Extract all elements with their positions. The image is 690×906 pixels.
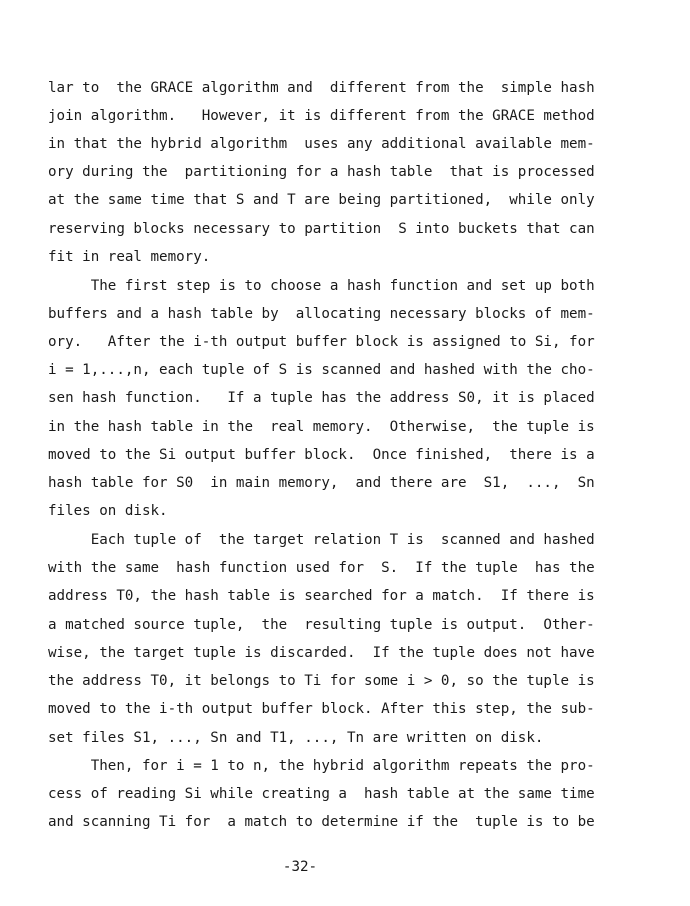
- text-line: moved to the Si output buffer block. Once finished, there is a: [48, 447, 595, 463]
- text-line: join algorithm. However, it is different from the GRACE method: [48, 108, 595, 124]
- text-line: and scanning Ti for a match to determine if the tuple is to be: [48, 814, 595, 830]
- text-line: with the same hash function used for S. If the tuple has the: [48, 560, 595, 576]
- text-line: wise, the target tuple is discarded. If the tuple does not have: [48, 645, 595, 661]
- text-line: ory. After the i-th output buffer block is assigned to Si, for: [48, 334, 595, 350]
- text-line: reserving blocks necessary to partition S into buckets that can: [48, 221, 595, 237]
- text-line: set files S1, ..., Sn and T1, ..., Tn are written on disk.: [48, 730, 544, 746]
- text-line: buffers and a hash table by allocating necessary blocks of mem-: [48, 306, 595, 322]
- text-line: a matched source tuple, the resulting tuple is output. Other-: [48, 617, 595, 633]
- text-line: at the same time that S and T are being partitioned, while only: [48, 192, 595, 208]
- text-line: files on disk.: [48, 503, 168, 519]
- text-line: moved to the i-th output buffer block. After this step, the sub-: [48, 701, 595, 717]
- text-line: sen hash function. If a tuple has the address S0, it is placed: [48, 390, 595, 406]
- text-line: cess of reading Si while creating a hash table at the same time: [48, 786, 595, 802]
- text-line: Then, for i = 1 to n, the hybrid algorithm repeats the pro-: [48, 758, 595, 774]
- text-line: the address T0, it belongs to Ti for some i > 0, so the tuple is: [48, 673, 595, 689]
- text-line: in the hash table in the real memory. Otherwise, the tuple is: [48, 419, 595, 435]
- text-line: i = 1,...,n, each tuple of S is scanned and hashed with the cho-: [48, 362, 595, 378]
- text-line: Each tuple of the target relation T is scanned and hashed: [48, 532, 595, 548]
- text-line: lar to the GRACE algorithm and different from the simple hash: [48, 80, 595, 96]
- text-line: ory during the partitioning for a hash table that is processed: [48, 164, 595, 180]
- text-line: The first step is to choose a hash function and set up both: [48, 278, 595, 294]
- text-line: in that the hybrid algorithm uses any additional available mem-: [48, 136, 595, 152]
- text-line: hash table for S0 in main memory, and there are S1, ..., Sn: [48, 475, 595, 491]
- text-line: fit in real memory.: [48, 249, 211, 265]
- text-line: address T0, the hash table is searched for a match. If there is: [48, 588, 595, 604]
- page-number: -32-: [282, 859, 318, 875]
